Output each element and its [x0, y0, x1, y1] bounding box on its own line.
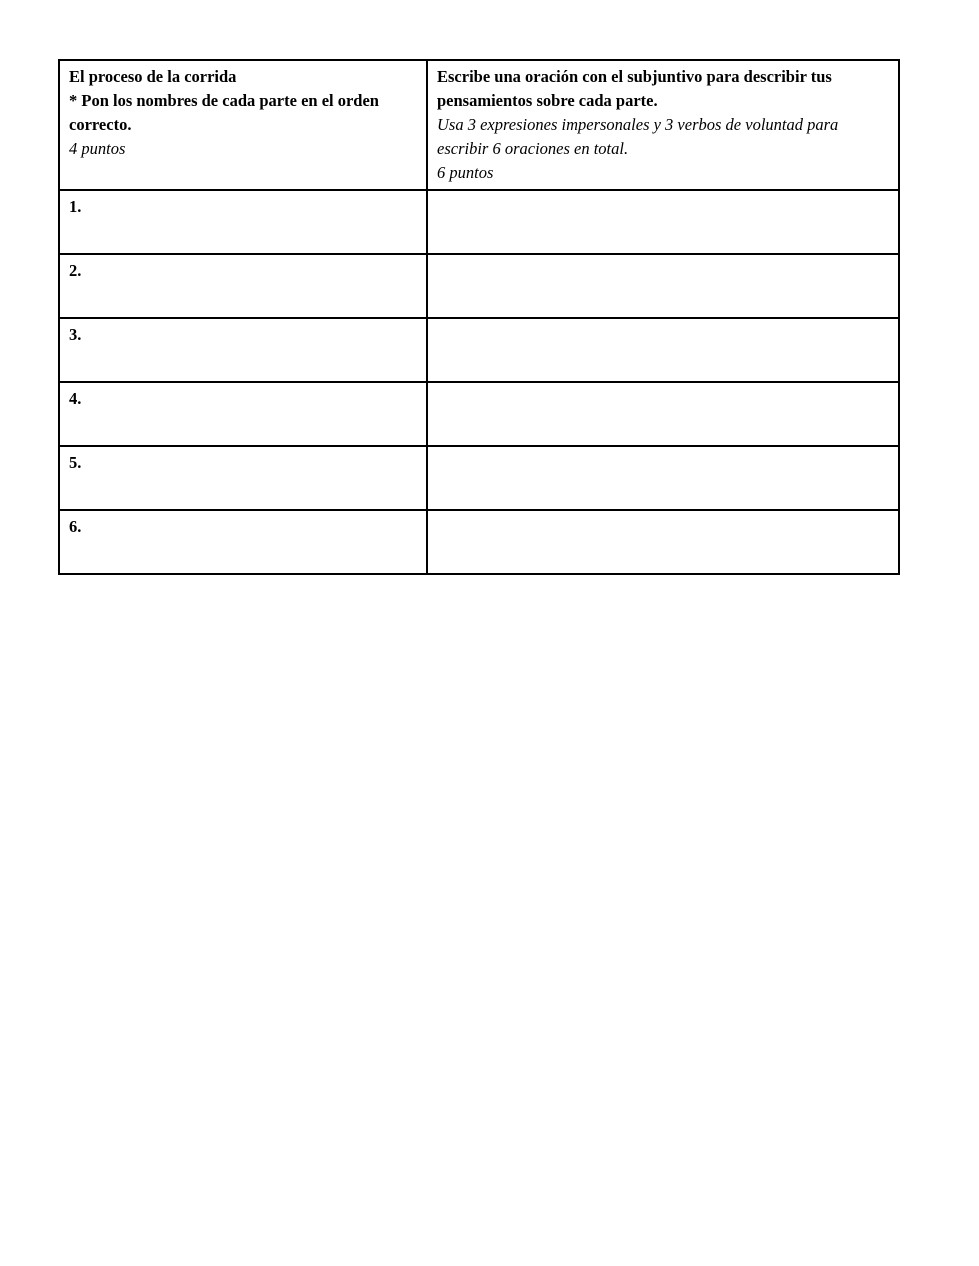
table-row: [59, 318, 899, 382]
row-number: 2.: [69, 261, 82, 280]
answer-cell: [427, 254, 899, 318]
answer-cell: [427, 382, 899, 446]
left-header-instruction: * Pon los nombres de cada parte en el orden correcto.: [69, 91, 379, 134]
table-row: [59, 446, 899, 510]
worksheet-table: [58, 59, 900, 575]
row-number: 1.: [69, 197, 82, 216]
answer-cell: [427, 318, 899, 382]
row-number-cell: [59, 510, 427, 574]
header-cell-right: [427, 60, 899, 190]
left-header-title: El proceso de la corrida: [69, 67, 237, 86]
right-header-title: Escribe una oración con el subjuntivo para describir tus pensamientos sobre cada parte.: [437, 67, 832, 110]
answer-cell: [427, 446, 899, 510]
table-row: [59, 382, 899, 446]
row-number-cell: [59, 382, 427, 446]
left-header-points: 4 puntos: [69, 139, 126, 158]
table-row: [59, 190, 899, 254]
header-cell-left: [59, 60, 427, 190]
table-header-row: [59, 60, 899, 190]
answer-cell: [427, 510, 899, 574]
table-row: [59, 510, 899, 574]
row-number: 5.: [69, 453, 82, 472]
row-number-cell: [59, 318, 427, 382]
row-number-cell: [59, 190, 427, 254]
row-number-cell: [59, 446, 427, 510]
row-number: 6.: [69, 517, 82, 536]
answer-cell: [427, 190, 899, 254]
right-header-note: Usa 3 expresiones impersonales y 3 verbos de voluntad para escribir 6 oraciones en total.: [437, 115, 839, 158]
table-row: [59, 254, 899, 318]
row-number: 3.: [69, 325, 82, 344]
right-header-points: 6 puntos: [437, 163, 494, 182]
row-number: 4.: [69, 389, 82, 408]
row-number-cell: [59, 254, 427, 318]
